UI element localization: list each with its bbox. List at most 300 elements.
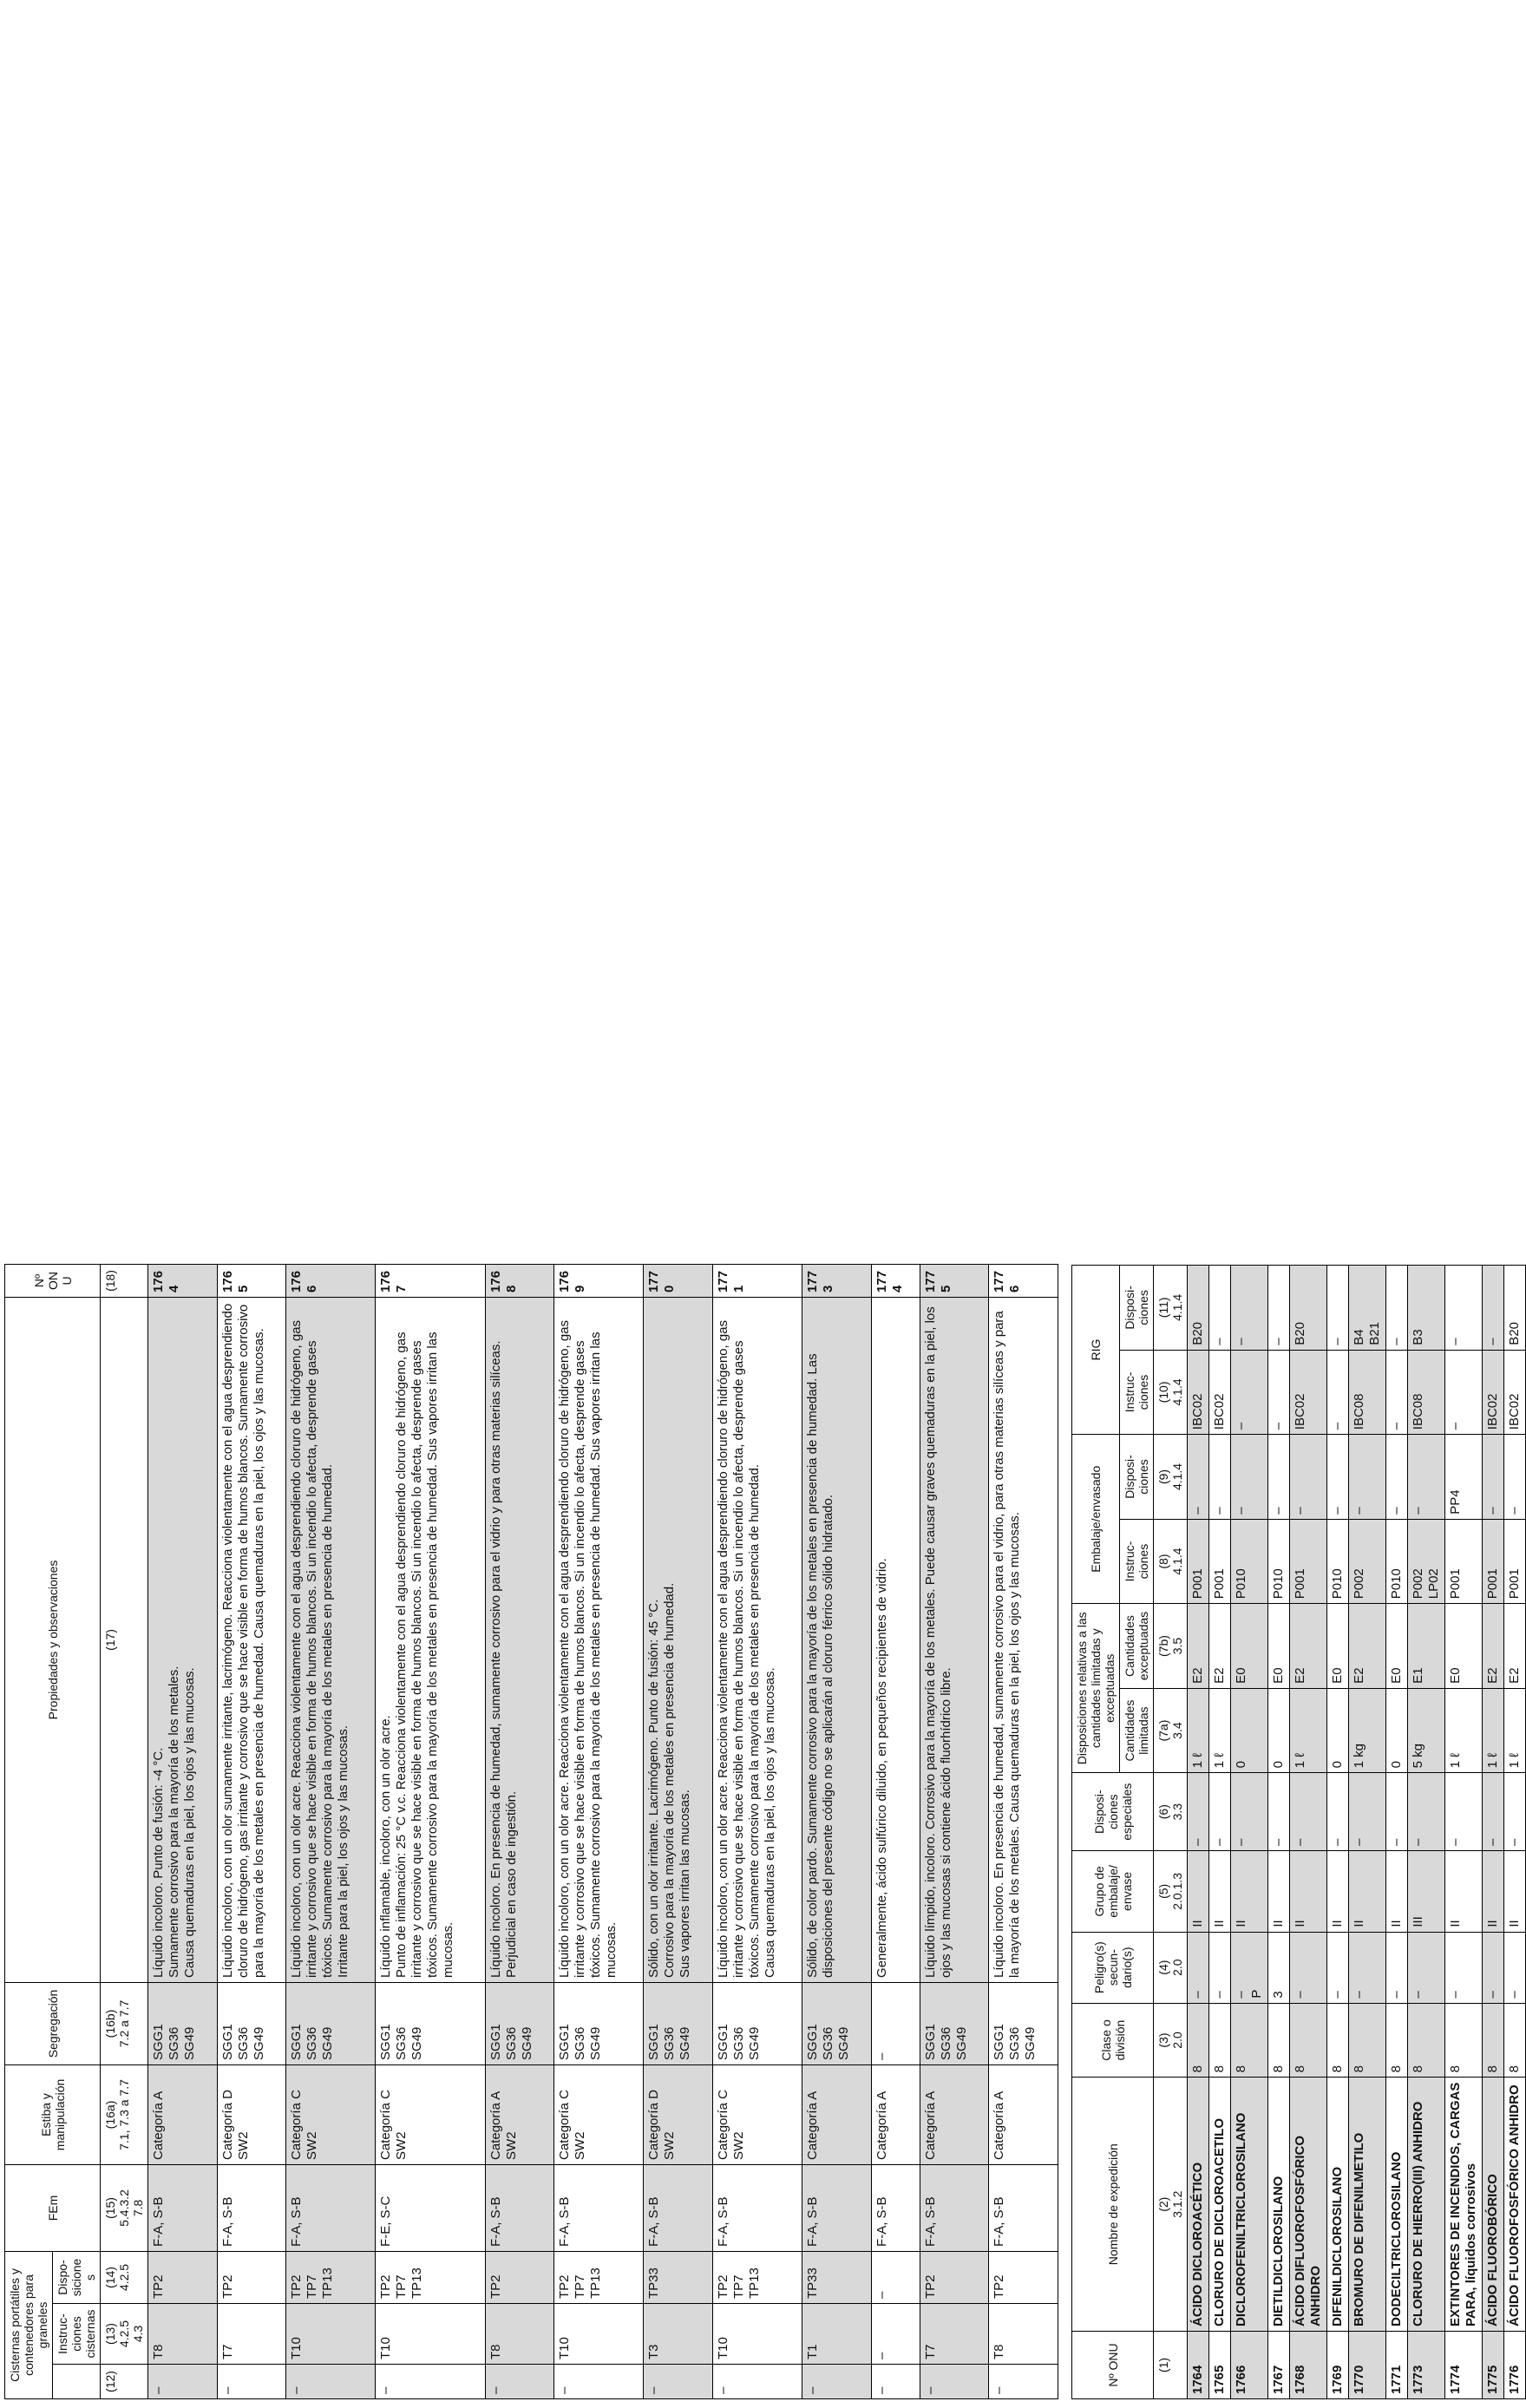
- table-cell: CLORURO DE HIERRO(III) ANHIDRO: [1408, 2078, 1445, 2332]
- table-cell: –: [1209, 1435, 1231, 1520]
- table-cell: E0: [1445, 1604, 1483, 1689]
- column-number: (16b) 7.2 a 7.7: [101, 1982, 148, 2064]
- table-cell: SGG1 SG36 SG49: [989, 1982, 1058, 2064]
- table-cell: T1: [802, 2304, 872, 2365]
- table-cell: Categoría A: [148, 2064, 218, 2164]
- table-cell: T8: [485, 2304, 554, 2365]
- table-cell: 8: [1231, 2003, 1268, 2078]
- table-cell: –: [1209, 1266, 1231, 1351]
- table-cell: SGG1 SG36 SG49: [712, 1982, 802, 2064]
- table-cell: 1 ℓ: [1188, 1688, 1209, 1773]
- table-row: [286, 1264, 376, 2398]
- table-cell: –: [871, 2251, 920, 2303]
- table-cell: Categoría A: [920, 2064, 989, 2164]
- table-cell: E2: [1483, 1604, 1504, 1689]
- table-cell: P002: [1349, 1519, 1386, 1604]
- table-cell: 8: [1209, 2003, 1231, 2078]
- table-cell: B3: [1408, 1266, 1445, 1351]
- table-cell: II: [1231, 1851, 1268, 1933]
- column-number: (1): [1154, 2331, 1188, 2398]
- table-row: [148, 1264, 218, 2398]
- table-cell: Categoría A: [989, 2064, 1058, 2164]
- table-cell: T8: [989, 2304, 1058, 2365]
- table-cell: 1 ℓ: [1445, 1688, 1483, 1773]
- table-cell: –: [1327, 1773, 1349, 1851]
- table-cell: –: [1290, 1435, 1327, 1520]
- table-cell: TP2: [989, 2251, 1058, 2303]
- table-cell: –: [712, 2365, 802, 2399]
- table-cell: Líquido incoloro, con un olor acre. Reacciona violentamente con el agua desprendiendo cloruro de hidrógeno, gas irritante y corrosivo que se hace visible en forma de humos blancos. Si un incendio lo afecta, desprende gases tóxicos. Sumamente corrosivo para la mayoría de los metales en presencia de humedad. Sus vapores irritan las mucosas.: [554, 1297, 644, 1982]
- table-cell: SGG1 SG36 SG49: [217, 1982, 286, 2064]
- table-cell: –: [1408, 1932, 1445, 2003]
- table-cell: –: [217, 2365, 286, 2399]
- column-number: (18): [101, 1264, 148, 1297]
- table-row: [1504, 1266, 1526, 2399]
- table-cell: B20: [1188, 1266, 1209, 1351]
- table-cell: F-A, S-B: [148, 2164, 218, 2251]
- table-cell: 1773: [1408, 2331, 1445, 2398]
- header-row: [1072, 1266, 1120, 2399]
- table-cell: DICLOROFENILTRICLOROSILANO: [1231, 2078, 1268, 2332]
- table-cell: 0: [1386, 1688, 1408, 1773]
- table-cell: 8: [1445, 2003, 1483, 2078]
- table-cell: –: [1408, 1435, 1445, 1520]
- table-row: [1327, 1266, 1349, 2399]
- table-cell: 1768: [1290, 2331, 1327, 2398]
- table-row: [217, 1264, 286, 2398]
- table-row: [920, 1264, 989, 2398]
- table-cell: –: [1268, 1435, 1290, 1520]
- table-cell: 0: [1327, 1688, 1349, 1773]
- table-cell: Líquido incoloro. En presencia de humedad, sumamente corrosivo para el vidrio, para otras materias silíceas y para la mayoría de los metales. Causa quemaduras en la piel, los ojos y las mucosas.: [989, 1297, 1058, 1982]
- table-cell: SGG1 SG36 SG49: [485, 1982, 554, 2064]
- header-segregation: Segregación: [5, 1982, 101, 2064]
- table-row: [1408, 1266, 1445, 2399]
- table-cell: 8: [1408, 2003, 1445, 2078]
- table-cell: F-A, S-B: [802, 2164, 872, 2251]
- table-cell: 8: [1327, 2003, 1349, 2078]
- table-cell: –: [1386, 1773, 1408, 1851]
- table-cell: SGG1 SG36 SG49: [376, 1982, 486, 2064]
- table-cell: P010: [1231, 1519, 1268, 1604]
- table-cell: P001: [1188, 1519, 1209, 1604]
- header-packing-provisions: Disposi- ciones: [1120, 1435, 1154, 1520]
- header-special-provisions: Disposi- ciones especiales: [1072, 1773, 1154, 1851]
- table-cell: P002 LP02: [1408, 1519, 1445, 1604]
- table-cell: –: [1231, 1773, 1268, 1851]
- table-cell: Categoría A: [871, 2064, 920, 2164]
- table-cell: Líquido incoloro, con un olor acre. Reacciona violentamente con el agua desprendiendo cloruro de hidrógeno, gas irritante y corrosivo que se hace visible en forma de humos blancos. Si un incendio lo afecta, desprende gases tóxicos. Sumamente corrosivo para la mayoría de los metales en presencia de humedad. Causa quemaduras en la piel, los ojos y las mucosas.: [712, 1297, 802, 1982]
- header-packing: Embalaje/envasado: [1072, 1435, 1120, 1604]
- table-cell: –: [1349, 1435, 1386, 1520]
- column-number: (9) 4.1.4: [1154, 1435, 1188, 1520]
- column-number-row: [101, 1264, 148, 2398]
- table-cell: –: [1386, 1932, 1408, 2003]
- column-number: (3) 2.0: [1154, 2003, 1188, 2078]
- table-cell: II: [1445, 1851, 1483, 1933]
- column-number: (4) 2.0: [1154, 1932, 1188, 2003]
- column-number: (15) 5.4.3.2 7.8: [101, 2164, 148, 2251]
- header-ems: FEm: [5, 2164, 101, 2251]
- table-cell: Sólido, de color pardo. Sumamente corrosivo para la mayoría de los metales en presencia de humedad. Las disposiciones del presente código no se aplicarán al cloruro férrico sólido hidratado.: [802, 1297, 872, 1982]
- header-ibc: RIG: [1072, 1266, 1120, 1435]
- table-cell: ÁCIDO DIFLUOROFOSFÓRICO ANHIDRO: [1290, 2078, 1327, 2332]
- header-packing-instructions: Instruc- ciones: [1120, 1519, 1154, 1604]
- table-cell: 1 ℓ: [1209, 1688, 1231, 1773]
- table-row: [802, 1264, 872, 2398]
- table-cell: P001: [1290, 1519, 1327, 1604]
- table-row: [554, 1264, 644, 2398]
- table-cell: DIFENILDICLOROSILANO: [1327, 2078, 1349, 2332]
- table-cell: Generalmente, ácido sulfúrico diluido, en pequeños recipientes de vidrio.: [871, 1297, 920, 1982]
- table-cell: 1 kg: [1349, 1688, 1386, 1773]
- table-cell: 1767: [1268, 2331, 1290, 2398]
- table-cell: P001: [1483, 1519, 1504, 1604]
- table-cell: E0: [1231, 1604, 1268, 1689]
- table-cell: SGG1 SG36 SG49: [644, 1982, 713, 2064]
- table-cell: Categoría A: [802, 2064, 872, 2164]
- table-cell: 5 kg: [1408, 1688, 1445, 1773]
- table-cell: –: [1188, 1932, 1209, 2003]
- header-stowage: Estiba y manipulación: [5, 2064, 101, 2164]
- table-cell: SGG1 SG36 SG49: [920, 1982, 989, 2064]
- table-cell: –: [1231, 1435, 1268, 1520]
- header-un: Nº ONU: [5, 1264, 101, 1297]
- table-cell: IBC02: [1209, 1350, 1231, 1435]
- table-cell: E2: [1188, 1604, 1209, 1689]
- table-row: [376, 1264, 486, 2398]
- table-cell: –: [989, 2365, 1058, 2399]
- table-cell: P010: [1268, 1519, 1290, 1604]
- table-cell: –: [1483, 1773, 1504, 1851]
- table-cell: 1775: [920, 1264, 989, 1297]
- table-cell: –: [1268, 1773, 1290, 1851]
- table-cell: 0: [1231, 1688, 1268, 1773]
- table-cell: PP4: [1445, 1435, 1483, 1520]
- table-cell: T10: [286, 2304, 376, 2365]
- column-number: (11) 4.1.4: [1154, 1266, 1188, 1351]
- table-cell: EXTINTORES DE INCENDIOS, CARGAS PARA, líquidos corrosivos: [1445, 2078, 1483, 2332]
- table-cell: II: [1209, 1851, 1231, 1933]
- table-cell: –: [554, 2365, 644, 2399]
- table-cell: Líquido incoloro. En presencia de humedad, sumamente corrosivo para el vidrio y para otras materias silíceas. Perjudicial en caso de ingestión.: [485, 1297, 554, 1982]
- table-cell: Líquido incoloro. Punto de fusión: -4 °C. Sumamente corrosivo para la mayoría de los metales. Causa quemaduras en la piel, los ojos y las mucosas.: [148, 1297, 218, 1982]
- table-cell: –: [1349, 1932, 1386, 2003]
- table-cell: Líquido incoloro, con un olor sumamente irritante, lacrimógeno. Reacciona violentamente con el agua desprendiendo cloruro de hidrógeno, gas irritante y corrosivo que se hace visible en forma de humos blancos. Sumamente corrosivo para la mayoría de los metales en presencia de humedad. Causa quemaduras en la piel, los ojos y las mucosas.: [217, 1297, 286, 1982]
- table-cell: F-A, S-B: [920, 2164, 989, 2251]
- header-ibc-instructions: Instruc- ciones: [1120, 1350, 1154, 1435]
- column-number: (14) 4.2.5: [101, 2251, 148, 2303]
- table-cell: F-A, S-B: [644, 2164, 713, 2251]
- table-cell: –: [1386, 1435, 1408, 1520]
- table-cell: 8: [1386, 2003, 1408, 2078]
- table-row: [1209, 1266, 1231, 2399]
- table-cell: –: [920, 2365, 989, 2399]
- table-cell: 1776: [989, 1264, 1058, 1297]
- table-cell: –: [1483, 1932, 1504, 2003]
- table-cell: ÁCIDO DICLOROACÉTICO: [1188, 2078, 1209, 2332]
- table-cell: 1766: [1231, 2331, 1268, 2398]
- table-cell: TP2 TP7 TP13: [376, 2251, 486, 2303]
- table-row: [644, 1264, 713, 2398]
- column-number-row: [1154, 1266, 1188, 2399]
- table-cell: T8: [148, 2304, 218, 2365]
- table-cell: TP2 TP7 TP13: [712, 2251, 802, 2303]
- table-cell: 1774: [1445, 2331, 1483, 2398]
- table-cell: Categoría D SW2: [217, 2064, 286, 2164]
- table-cell: TP2: [920, 2251, 989, 2303]
- table-cell: 8: [1349, 2003, 1386, 2078]
- table-cell: –: [1504, 1435, 1526, 1520]
- table-cell: IBC08: [1408, 1350, 1445, 1435]
- table-cell: F-A, S-B: [554, 2164, 644, 2251]
- table-cell: II: [1386, 1851, 1408, 1933]
- table-row: [989, 1264, 1058, 2398]
- table-cell: 1764: [148, 1264, 218, 1297]
- table-cell: –: [485, 2365, 554, 2399]
- table-cell: 1776: [1504, 2331, 1526, 2398]
- table-cell: T3: [644, 2304, 713, 2365]
- table-cell: T10: [554, 2304, 644, 2365]
- table-cell: P010: [1386, 1519, 1408, 1604]
- table-cell: P010: [1327, 1519, 1349, 1604]
- table-cell: –: [1386, 1350, 1408, 1435]
- column-number: (12): [101, 2365, 148, 2399]
- column-number: (16a) 7.1, 7.3 a 7.7: [101, 2064, 148, 2164]
- table-cell: TP33: [802, 2251, 872, 2303]
- table-cell: 1 ℓ: [1290, 1688, 1327, 1773]
- table-cell: SGG1 SG36 SG49: [802, 1982, 872, 2064]
- table-cell: Líquido incoloro, con un olor acre. Reacciona violentamente con el agua desprendiendo cloruro de hidrógeno, gas irritante y corrosivo que se hace visible en forma de humos blancos. Si un incendio lo afecta, desprende gases tóxicos. Sumamente corrosivo para la mayoría de los metales en presencia de humedad. Irritante para la piel, los ojos y las mucosas.: [286, 1297, 376, 1982]
- table-cell: E0: [1268, 1604, 1290, 1689]
- table-cell: T10: [712, 2304, 802, 2365]
- column-number: (8) 4.1.4: [1154, 1519, 1188, 1604]
- table-cell: ÁCIDO FLUOROFOSFÓRICO ANHIDRO: [1504, 2078, 1526, 2332]
- table-cell: –: [1188, 1435, 1209, 1520]
- table-cell: 1767: [376, 1264, 486, 1297]
- table-cell: –: [1327, 1435, 1349, 1520]
- table-cell: –: [1504, 1773, 1526, 1851]
- table-cell: –: [871, 2365, 920, 2399]
- table-cell: T7: [217, 2304, 286, 2365]
- table-cell: 1765: [217, 1264, 286, 1297]
- table-cell: II: [1188, 1851, 1209, 1933]
- table-cell: 1773: [802, 1264, 872, 1297]
- table-cell: –: [1231, 1266, 1268, 1351]
- column-number: (5) 2.0.1.3: [1154, 1851, 1188, 1933]
- header-tank-instructions: Instruc- ciones cisternas: [53, 2304, 101, 2365]
- table-cell: E2: [1290, 1604, 1327, 1689]
- header-row: [5, 1264, 53, 2398]
- column-number: (13) 4.2.5 4.3: [101, 2304, 148, 2365]
- table-row: [485, 1264, 554, 2398]
- table-cell: –: [1268, 1350, 1290, 1435]
- column-number: (7a) 3.4: [1154, 1688, 1188, 1773]
- header-ibc-provisions: Disposi- ciones: [1120, 1266, 1154, 1351]
- table-cell: –: [1290, 1932, 1327, 2003]
- table-cell: 1764: [1188, 2331, 1209, 2398]
- table-cell: –: [1386, 1266, 1408, 1351]
- table-cell: 1770: [1349, 2331, 1386, 2398]
- table-cell: TP2 TP7 TP13: [554, 2251, 644, 2303]
- table-cell: P001: [1209, 1519, 1231, 1604]
- header-excepted: Cantidades exceptuadas: [1120, 1604, 1154, 1689]
- table-cell: B20: [1504, 1266, 1526, 1351]
- table-cell: DIETILDICLOROSILANO: [1268, 2078, 1290, 2332]
- table-cell: B20: [1290, 1266, 1327, 1351]
- table-cell: BROMURO DE DIFENILMETILO: [1349, 2078, 1386, 2332]
- dangerous-goods-list-right: [4, 1264, 1058, 2399]
- table-cell: –: [1445, 1932, 1483, 2003]
- table-cell: F-E, S-C: [376, 2164, 486, 2251]
- table-cell: –: [376, 2365, 486, 2399]
- table-cell: 1774: [871, 1264, 920, 1297]
- table-cell: 1766: [286, 1264, 376, 1297]
- column-number: (7b) 3.5: [1154, 1604, 1188, 1689]
- table-cell: 8: [1504, 2003, 1526, 2078]
- table-cell: TP2: [217, 2251, 286, 2303]
- table-cell: –: [1188, 1773, 1209, 1851]
- table-cell: E2: [1209, 1604, 1231, 1689]
- table-cell: –: [1445, 1266, 1483, 1351]
- table-cell: Categoría D SW2: [644, 2064, 713, 2164]
- table-cell: –: [1483, 1266, 1504, 1351]
- header-subrisk: Peligro(s) secun- dario(s): [1072, 1932, 1154, 2003]
- table-row: [712, 1264, 802, 2398]
- table-cell: F-A, S-B: [712, 2164, 802, 2251]
- table-cell: II: [1268, 1851, 1290, 1933]
- header-tank-provisions: Dispo- siciones: [53, 2251, 101, 2303]
- table-row: [1386, 1266, 1408, 2399]
- table-cell: IBC02: [1188, 1350, 1209, 1435]
- table-row: [1483, 1266, 1504, 2399]
- table-cell: 1769: [554, 1264, 644, 1297]
- table-cell: 3: [1268, 1932, 1290, 2003]
- table-cell: F-A, S-B: [871, 2164, 920, 2251]
- header-name: Nombre de expedición: [1072, 2078, 1154, 2332]
- table-cell: –: [871, 2304, 920, 2365]
- table-cell: 1771: [1386, 2331, 1408, 2398]
- table-cell: –: [1290, 1773, 1327, 1851]
- table-cell: 1771: [712, 1264, 802, 1297]
- table-cell: –: [1349, 1773, 1386, 1851]
- column-number: (6) 3.3: [1154, 1773, 1188, 1851]
- table-cell: E0: [1327, 1604, 1349, 1689]
- table-cell: –: [148, 2365, 218, 2399]
- table-cell: E0: [1386, 1604, 1408, 1689]
- table-cell: SGG1 SG36 SG49: [286, 1982, 376, 2064]
- table-cell: –: [1483, 1435, 1504, 1520]
- table-cell: 1765: [1209, 2331, 1231, 2398]
- table-row: [1445, 1266, 1483, 2399]
- table-cell: F-A, S-B: [217, 2164, 286, 2251]
- table-cell: II: [1290, 1851, 1327, 1933]
- table-cell: 1 ℓ: [1504, 1688, 1526, 1773]
- table-cell: 1770: [644, 1264, 713, 1297]
- table-cell: –: [802, 2365, 872, 2399]
- table-cell: SGG1 SG36 SG49: [148, 1982, 218, 2064]
- table-cell: SGG1 SG36 SG49: [554, 1982, 644, 2064]
- table-cell: –: [1327, 1350, 1349, 1435]
- dangerous-goods-list-left: [1071, 1265, 1526, 2399]
- column-number: (10) 4.1.4: [1154, 1350, 1188, 1435]
- table-cell: F-A, S-B: [286, 2164, 376, 2251]
- table-cell: 1769: [1327, 2331, 1349, 2398]
- table-row: [1290, 1266, 1327, 2399]
- table-cell: DODECILTRICLOROSILANO: [1386, 2078, 1408, 2332]
- column-number: (2) 3.1.2: [1154, 2078, 1188, 2332]
- table-row: [871, 1264, 920, 2398]
- table-row: [1349, 1266, 1386, 2399]
- table-cell: 0: [1268, 1688, 1290, 1773]
- header-tanks: Cisternas portátiles y contenedores para graneles: [5, 2251, 53, 2398]
- table-cell: 8: [1483, 2003, 1504, 2078]
- table-cell: P001: [1445, 1519, 1483, 1604]
- header-packing-group: Grupo de embalaje/ envase: [1072, 1851, 1154, 1933]
- table-cell: TP2: [485, 2251, 554, 2303]
- header-un: Nº ONU: [1072, 2331, 1154, 2398]
- table-cell: CLORURO DE DICLOROACETILO: [1209, 2078, 1231, 2332]
- table-row: [1188, 1266, 1209, 2399]
- table-cell: 1 ℓ: [1483, 1688, 1504, 1773]
- table-row: [1268, 1266, 1290, 2399]
- table-cell: IBC02: [1483, 1350, 1504, 1435]
- table-cell: –: [1327, 1266, 1349, 1351]
- table-cell: Líquido inflamable, incoloro, con un olor acre. Punto de inflamación: 25 °C v.c. Reacciona violentamente con el agua desprendiendo cloruro de hidrógeno, gas irritante y corrosivo que se hace visible en forma de humos blancos. Si un incendio lo afecta, desprende gases tóxicos. Sumamente corrosivo para la mayoría de los metales en presencia de humedad. Sus vapores irritan las mucosas.: [376, 1297, 486, 1982]
- table-cell: II: [1349, 1851, 1386, 1933]
- table-cell: T10: [376, 2304, 486, 2365]
- table-cell: III: [1408, 1851, 1445, 1933]
- table-cell: 8: [1188, 2003, 1209, 2078]
- table-cell: Categoría C SW2: [376, 2064, 486, 2164]
- table-cell: Categoría C SW2: [712, 2064, 802, 2164]
- table-cell: IBC02: [1504, 1350, 1526, 1435]
- table-cell: B4 B21: [1349, 1266, 1386, 1351]
- table-cell: –: [1209, 1932, 1231, 2003]
- table-cell: –: [1231, 1350, 1268, 1435]
- table-cell: 1768: [485, 1264, 554, 1297]
- column-number: (17): [101, 1297, 148, 1982]
- table-cell: –: [1268, 1266, 1290, 1351]
- table-cell: –: [1445, 1773, 1483, 1851]
- table-row: [1231, 1266, 1268, 2399]
- header-limited-excepted: Disposiciones relativas a las cantidades limitadas y exceptuadas: [1072, 1604, 1120, 1773]
- table-cell: E1: [1408, 1604, 1445, 1689]
- table-cell: –: [1445, 1350, 1483, 1435]
- table-cell: Categoría C SW2: [286, 2064, 376, 2164]
- table-cell: P001: [1504, 1519, 1526, 1604]
- table-cell: –: [1504, 1932, 1526, 2003]
- table-cell: 8: [1290, 2003, 1327, 2078]
- table-cell: TP2 TP7 TP13: [286, 2251, 376, 2303]
- table-cell: –: [286, 2365, 376, 2399]
- table-cell: –: [871, 1982, 920, 2064]
- table-cell: TP2: [148, 2251, 218, 2303]
- header-limited: Cantidades limitadas: [1120, 1688, 1154, 1773]
- table-cell: IBC02: [1290, 1350, 1327, 1435]
- table-cell: E2: [1504, 1604, 1526, 1689]
- table-cell: II: [1483, 1851, 1504, 1933]
- table-cell: II: [1504, 1851, 1526, 1933]
- table-cell: Categoría A SW2: [485, 2064, 554, 2164]
- table-cell: II: [1327, 1851, 1349, 1933]
- table-cell: –: [644, 2365, 713, 2399]
- table-cell: – P: [1231, 1932, 1268, 2003]
- table-cell: 8: [1268, 2003, 1290, 2078]
- header-properties: Propiedades y observaciones: [5, 1297, 101, 1982]
- table-cell: F-A, S-B: [989, 2164, 1058, 2251]
- table-cell: Líquido límpido, incoloro. Corrosivo para la mayoría de los metales. Puede causar graves quemaduras en la piel, los ojos y las mucosas si contiene ácido fluorhídrico libre.: [920, 1297, 989, 1982]
